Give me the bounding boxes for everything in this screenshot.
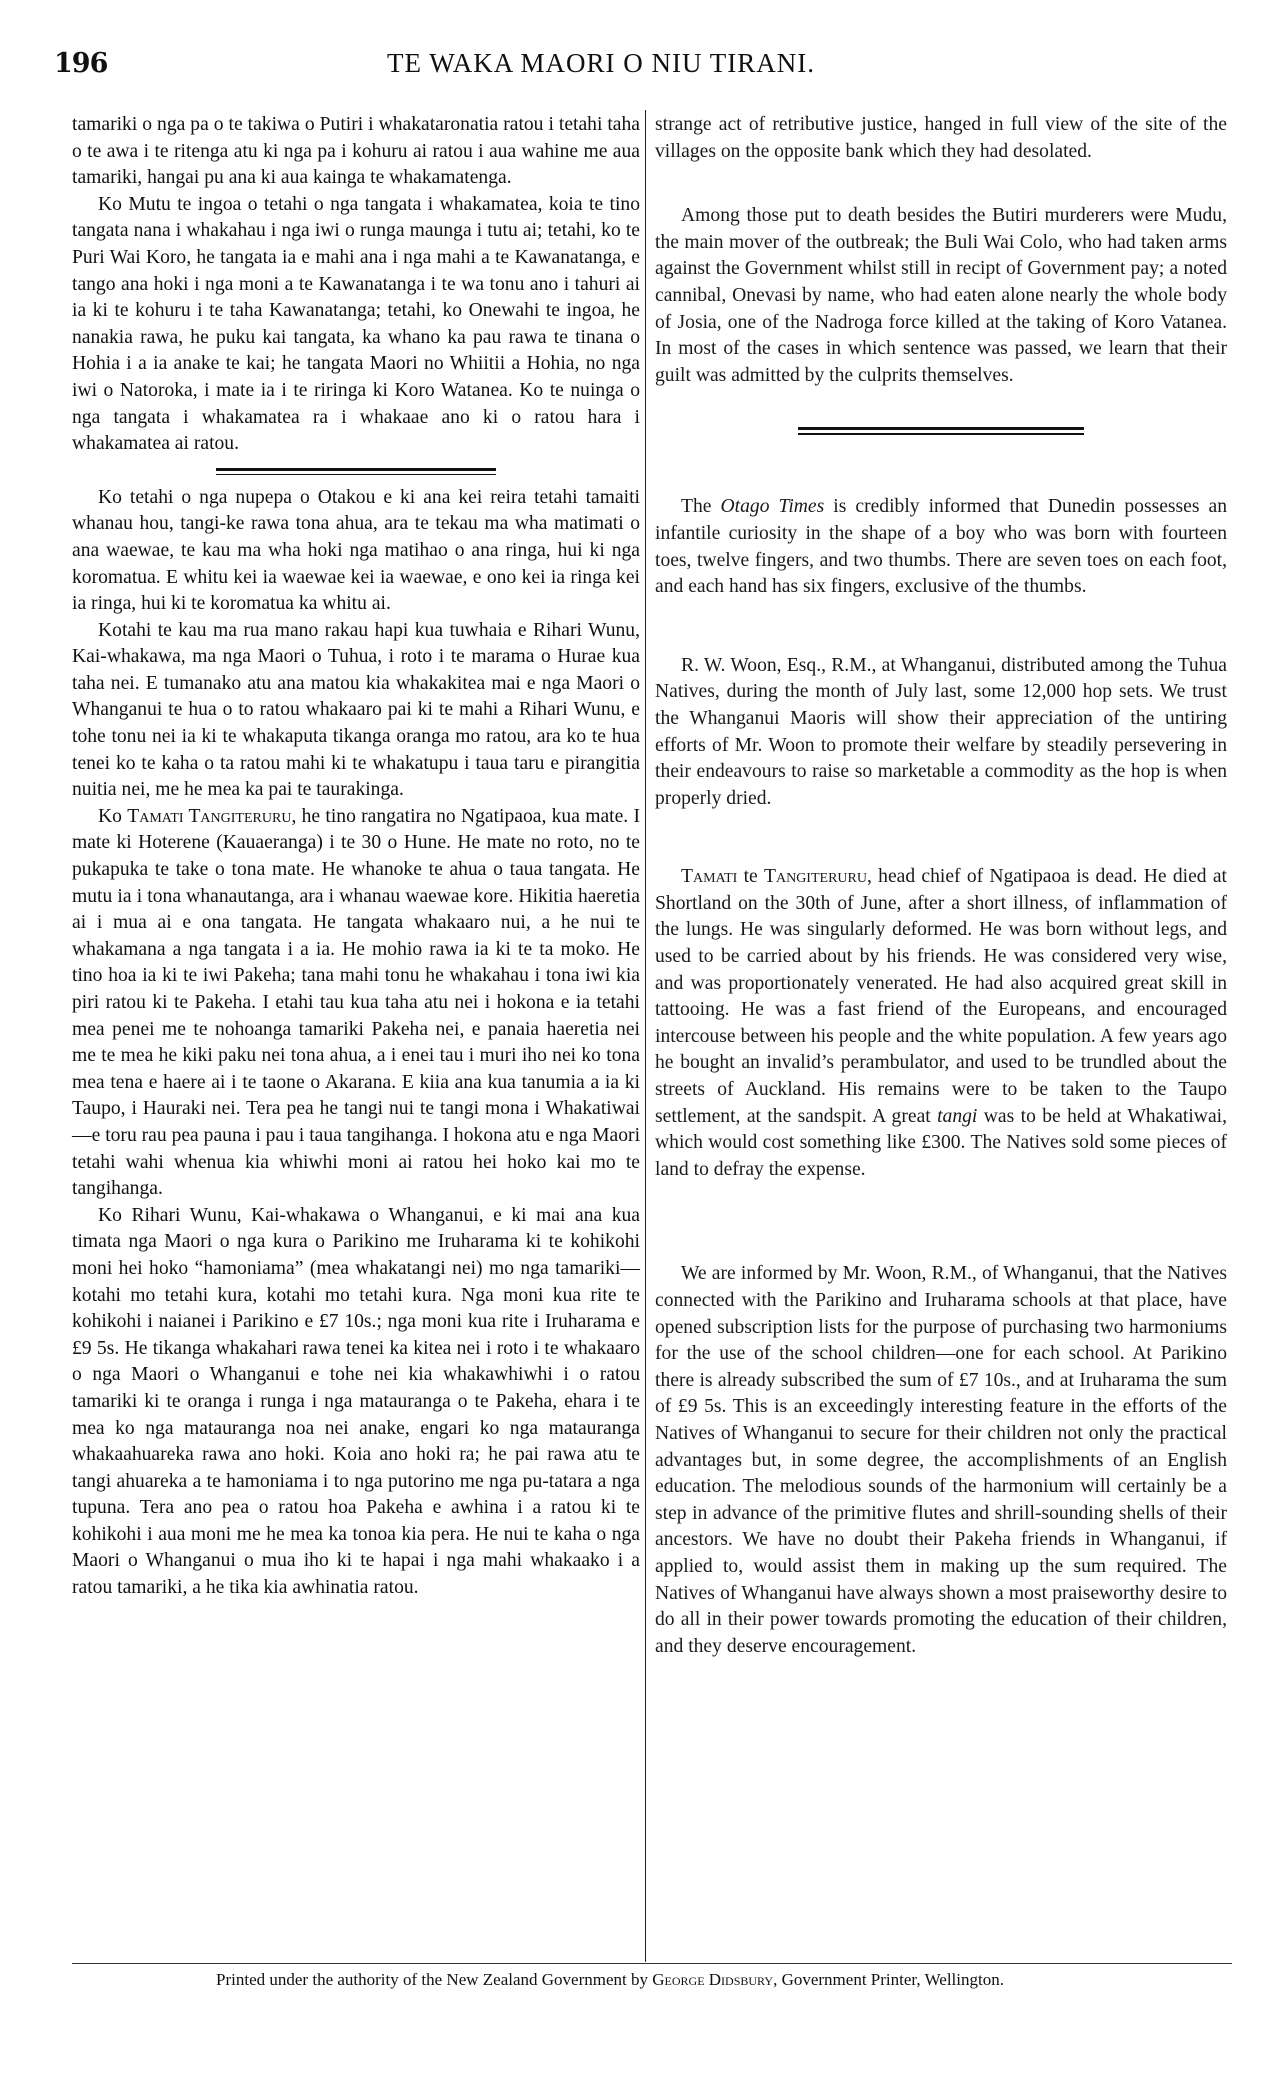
article-hop-sets: R. W. Woon, Esq., R.M., at Whanganui, distributed among the Tuhua Natives, during the month of July last, some 12,000 hop sets. We trust the Whanganui Maoris will show their appreciation of the untiring efforts of Mr. Woon to promote their welfare by steadily persevering in their endeavours to raise so marketable a commodity as the hop is when properly dried. [655, 654, 1227, 809]
text-mid: te [737, 866, 764, 888]
section-rule [798, 427, 1084, 436]
printer-name: George Didsbury [652, 1970, 774, 1989]
article-tamati-obituary [655, 864, 1227, 1183]
article-harmonium-maori: Ko Rihari Wunu, Kai-whakawa o Whanganui, e ki mai ana kua timata nga Maori o nga kura o Parikino me Iruharama ki te kohikohi moni hei hoko “hamoniama” (mea whakatangi nei) mo nga tamariki—kotahi mo tetahi kura, kotahi mo tetahi kura. Nga moni kua rite te kohikohi i naianei i Parikino e £7 10s.; nga moni kua rite i Iruharama e £9 5s. He tikanga whakahari rawa tenei ka kitea nei i roto i te whakaaro o nga Maori o Whanganui e tohe nei kia whakawhiwhi i o ratou tamariki ki te oranga i runga i nga matauranga o te Pakeha, ehara i te mea ko nga matauranga noa nei anake, engari ko nga matauranga whakaahuareka rawa ano hoki. Koia ano hoki ra; he pai rawa atu te tangi ahuareka a te hamoniama i to nga putorino me nga pu-tatara a nga tupuna. Tera ano pea o ratou hoa Pakeha e awhina i a ratou ki te kohikohi i aua moni me he mea ka tonoa kia pera. He nui te kaha o nga Maori o Whanganui o mua iho ki te hapai i nga mahi whakaako i a ratou tamariki, a he tika kia awhinatia ratou. [72, 1204, 640, 1599]
footer-prefix: Printed under the authority of the New Zealand Government by [216, 1970, 653, 1989]
italic-word: tangi [937, 1105, 978, 1127]
page-header [0, 48, 1280, 88]
page-footer [0, 1970, 1280, 1990]
person-name: Tamati [681, 866, 738, 888]
newspaper-name: Otago Times [720, 496, 825, 518]
person-name: Tamati Tangiteruru [127, 805, 292, 827]
article-tamati-maori [72, 804, 640, 1203]
text-rest-end: was to be held at Whakatiwai, which would cost something like £300. The Natives sold some pieces of land to defray the expense. [655, 1105, 1227, 1180]
article-hop-sets-maori: Kotahi te kau ma rua mano rakau hapi kua tuwhaia e Rihari Wunu, Kai-whakawa, ma nga Maori o Tuhua, i roto i te marama o Hurae kua taha nei. E tumanako atu ana matou kia whakakitea mai e nga Maori o Whanganui te hua o to ratou whakaaro pai ki te mahi a Rihari Wunu, e tohe tonu nei ia ki te whakaputa tikanga oranga mo ratou, ara ko te hua tenei ko te kaha o ta ratou mahi ki te whakatupu i taua taru e pirangitia nuitia nei, me he mea ka pai te taurakinga. [72, 619, 640, 801]
footer-rule [72, 1963, 1232, 1964]
person-surname: Tangiteruru [764, 866, 867, 888]
english-column [655, 112, 1227, 1660]
text-prefix: Ko [98, 805, 128, 827]
column-divider [645, 110, 646, 1962]
text-rest: , head chief of Ngatipaoa is dead. He died at Shortland on the 30th of June, after a short illness, of inflammation of the lungs. He was singularly deformed. He was born without legs, and used to be carried about by his friends. He was considered very wise, and was proportionately venerated. He had also acquired great skill in tattooing. He was a fast friend of the Europeans, and encouraged intercouse between his people and the white population. A few years ago he bought an invalid’s perambulator, and used to be trundled about the streets of Auckland. His remains were to be taken to the Taupo settlement, at the sandspit. A great [655, 866, 1227, 1127]
article-mutu: Ko Mutu te ingoa o tetahi o nga tangata i whakamatea, koia te tino tangata nana i whakahau i nga iwi o runga maunga i tutu ai; tetahi, ko te Puri Wai Koro, he tangata ia e mahi ana i nga mahi a te Kawanatanga, e tango ana hoki i nga moni a te Kawanatanga i te wa tonu ano i tahuri ai ia ki te kohuru i te taha Kawanatanga; tetahi, ko Onewahi te ingoa, he nanakia rawa, he puku kai tangata, ka whano ka pau rawa te tinana o Hohia i a ia anake te kai; he tangata Maori no Whiitii a Hohia, no nga iwi o Natoroka, i mate ia i te riringa ki Koro Watanea. Ko te nuinga o nga tangata i whakamatea ra i whakaae ano ki o ratou hara i whakamatea ai ratou. [72, 193, 640, 455]
article-putiri-continued: tamariki o nga pa o te takiwa o Putiri i whakataronatia ratou i tetahi taha o te awa i te ritenga atu ki nga pa i kohuru ai ratou i aua wahine me aua tamariki, hangai pu ana ki aua kainga te whakamatenga. [72, 114, 640, 189]
maori-column [72, 112, 640, 1602]
footer-suffix: , Government Printer, Wellington. [773, 1970, 1004, 1989]
newspaper-title: TE WAKA MAORI O NIU TIRANI. [387, 48, 815, 78]
article-otago-times [655, 494, 1227, 600]
text-rest: is credibly informed that Dunedin possesses an infantile curiosity in the shape of a boy who was born with fourteen toes, twelve fingers, and two thumbs. There are seven toes on each foot, and each hand has six fingers, exclusive of the thumbs. [655, 496, 1227, 598]
article-retributive-justice: strange act of retributive justice, hanged in full view of the site of the villages on the opposite bank which they had desolated. [655, 114, 1227, 162]
section-rule [216, 468, 496, 477]
text-rest: , he tino rangatira no Ngatipaoa, kua mate. I mate ki Hoterene (Kauaeranga) i te 30 o Hune. He mate no roto, no te pukapuka te take o tona mate. He whanoke te ahua o taua tangata. He mutu ia i tona whanautanga, ara i whanau waewae kore. Hikitia haeretia ai i mua ai e ona tangata. He tangata whakaaro nui, a he nui te whakamana a nga tangata i a ia. He mohio rawa ia ki te ta moko. He tino hoa ia ki te iwi Pakeha; tana mahi tonu he whakahau i tona iwi kia piri ratou ki te Pakeha. I etahi tau kua taha atu nei i hokona e ia tetahi mea penei me te nohoanga tamariki Pakeha nei, e panaia haeretia nei me te mea he kiki paku nei tona ahua, a i enei tau i muri iho nei ko tona mea tena e haere ai i te taone o Akarana. E kiia ana kua tanumia a ia ki Taupo, i Hauraki nei. Tera pea he tangi nui te tangi mona i Whakatiwai—e toru rau pea pauna i pau i taua tangihanga. I hokona atu e nga Maori tetahi wahi whenua kia whiwhi moni ai ratou hei hoko kai mo te tangihanga. [72, 805, 641, 1200]
article-harmonium: We are informed by Mr. Woon, R.M., of Whanganui, that the Natives connected with the Parikino and Iruharama schools at that place, have opened subscription lists for the purpose of purchasing two harmoniums for the use of the school children—one for each school. At Parikino there is already subscribed the sum of £7 10s., and at Iruharama the sum of £9 5s. This is an exceedingly interesting feature in the efforts of the Natives of Whanganui to secure for their children not only the practical advantages but, in some degree, the accomplishments of an English education. The melodious sounds of the harmonium will certainly be a step in advance of the primitive flutes and shrill-sounding shells of their ancestors. We have no doubt their Pakeha friends in Whanganui, if applied to, would assist them in making up the sum required. The Natives of Whanganui have always shown a most praiseworthy desire to do all in their power towards promoting the education of their children, and they deserve encouragement. [655, 1263, 1227, 1657]
article-put-to-death: Among those put to death besides the Butiri murderers were Mudu, the main mover of the outbreak; the Buli Wai Colo, who had taken arms against the Government whilst still in recipt of Government pay; a noted cannibal, Onevasi by name, who had eaten alone nearly the whole body of Josia, one of the Nadroga force killed at the taking of Koro Vatanea. In most of the cases in which sentence was passed, we learn that their guilt was admitted by the culprits themselves. [655, 205, 1227, 386]
article-otakou-child: Ko tetahi o nga nupepa o Otakou e ki ana kei reira tetahi tamaiti whanau hou, tangi-ke rawa tona ahua, ara te tekau ma wha matimati o ana waewae, te kau ma wha hoki nga matihao o ana ringa, hui ki nga koromatua. E whitu kei ia waewae kei ia waewae, e ono kei ia ringa kei ia ringa, hui ki te koromatua ka whitu ai. [72, 486, 640, 615]
page-number: 196 [54, 48, 108, 79]
text-prefix: The [681, 496, 721, 518]
